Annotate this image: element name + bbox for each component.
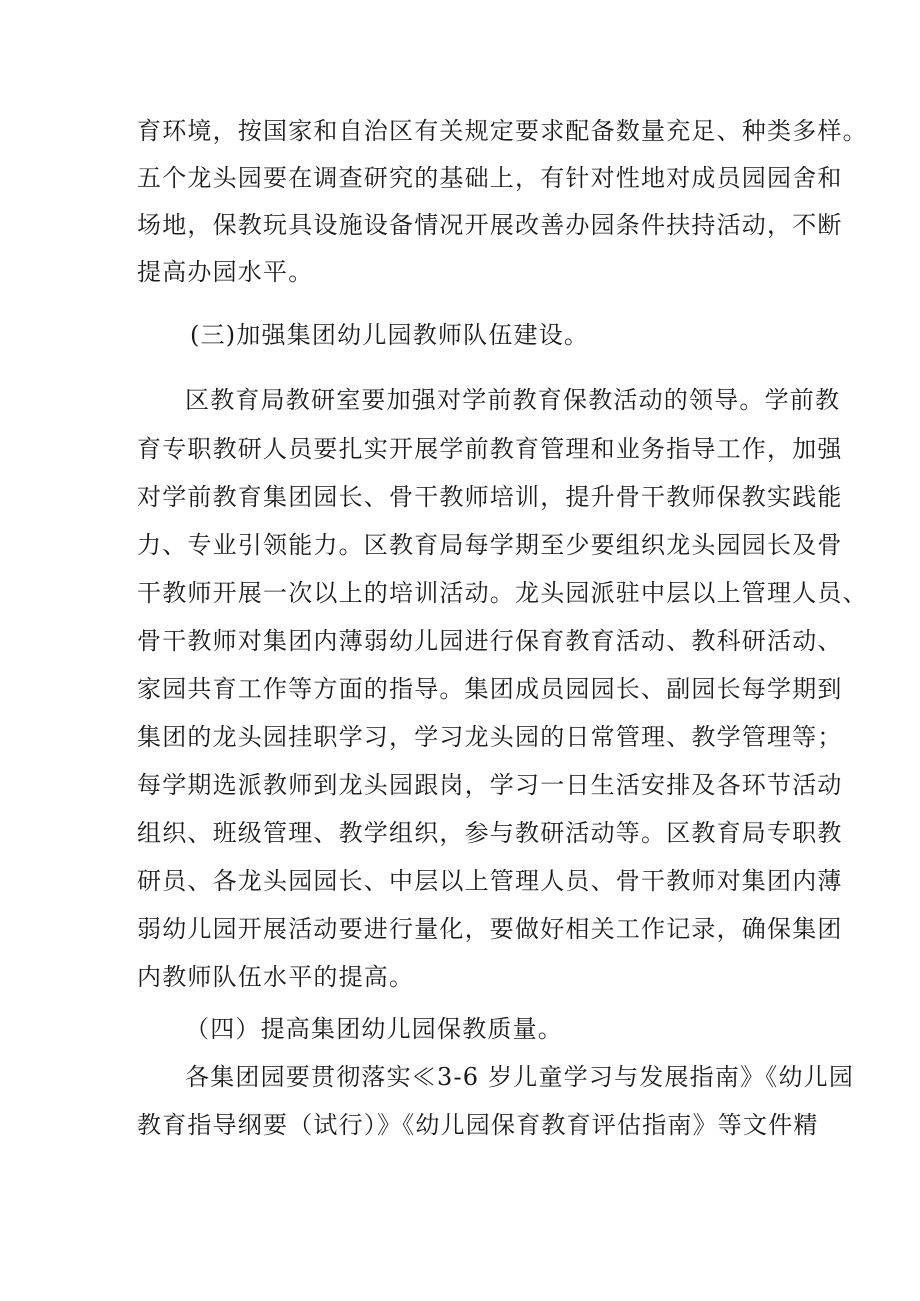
paragraph-2-line-5: 干教师开展一次以上的培训活动。龙头园派驻中层以上管理人员、 bbox=[137, 579, 868, 607]
paragraph-2-line-1: 区教育局教研室要加强对学前教育保教活动的领导。学前教 bbox=[185, 386, 841, 414]
paragraph-1-line-2: 五个龙头园要在调查研究的基础上，有针对性地对成员园园舍和 bbox=[137, 164, 843, 192]
paragraph-1-line-1: 育环境，按国家和自治区有关规定要求配备数量充足、种类多样。 bbox=[137, 117, 868, 145]
paragraph-2-line-7: 家园共育工作等方面的指导。集团成员园园长、副园长每学期到 bbox=[137, 675, 843, 703]
paragraph-1-line-3: 场地，保教玩具设施设备情况开展改善办园条件扶持活动，不断 bbox=[137, 211, 843, 239]
paragraph-2-line-4: 力、专业引领能力。区教育局每学期至少要组织龙头园园长及骨 bbox=[137, 531, 843, 559]
section-heading-4: （四）提高集团幼儿园保教质量。 bbox=[185, 1015, 563, 1043]
paragraph-2-line-10: 组织、班级管理、教学组织，参与教研活动等。区教育局专职教 bbox=[137, 819, 843, 847]
paragraph-3-line-1: 各集团园要贯彻落实≪3-6 岁儿童学习与发展指南》《幼儿园 bbox=[185, 1063, 855, 1091]
paragraph-2-line-13: 内教师队伍水平的提高。 bbox=[137, 963, 415, 991]
paragraph-2-line-6: 骨干教师对集团内薄弱幼儿园进行保育教育活动、教科研活动、 bbox=[137, 627, 843, 655]
paragraph-2-line-3: 对学前教育集团园长、骨干教师培训，提升骨干教师保教实践能 bbox=[137, 483, 843, 511]
paragraph-2-line-8: 集团的龙头园挂职学习，学习龙头园的日常管理、教学管理等； bbox=[137, 723, 843, 751]
paragraph-2-line-2: 育专职教研人员要扎实开展学前教育管理和业务指导工作，加强 bbox=[137, 435, 843, 463]
paragraph-2-line-11: 研员、各龙头园园长、中层以上管理人员、骨干教师对集团内薄 bbox=[137, 867, 843, 895]
section-heading-3: (三)加强集团幼儿园教师队伍建设。 bbox=[190, 321, 590, 349]
paragraph-3-line-2: 教育指导纲要（试行）》《幼儿园保育教育评估指南》等文件精 bbox=[137, 1111, 819, 1139]
paragraph-2-line-9: 每学期选派教师到龙头园跟岗，学习一日生活安排及各环节活动 bbox=[137, 771, 843, 799]
paragraph-2-line-12: 弱幼儿园开展活动要进行量化，要做好相关工作记录，确保集团 bbox=[137, 915, 843, 943]
paragraph-1-line-4: 提高办园水平。 bbox=[137, 258, 314, 286]
